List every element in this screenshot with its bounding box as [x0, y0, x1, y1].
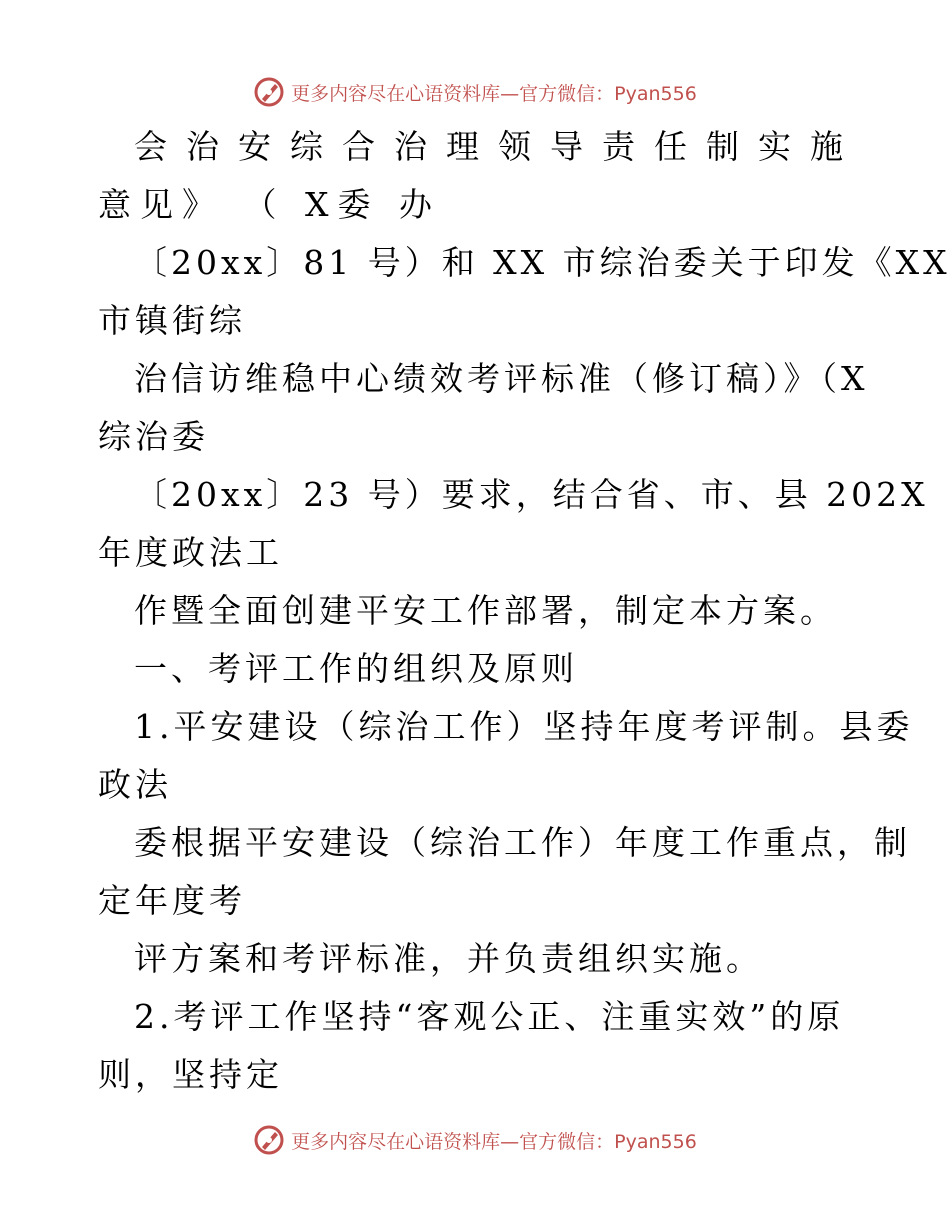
- watermark-footer: [0, 1120, 950, 1160]
- watermark-text: 更多内容尽在心语资料库—官方微信：Pyan556: [291, 82, 697, 105]
- text-line: 2.考评工作坚持“客观公正、注重实效”的原: [134, 997, 845, 1036]
- text-line: 政法: [98, 765, 172, 804]
- pen-logo-icon: [253, 76, 285, 108]
- text-line: 作暨全面创建平安工作部署，制定本方案。: [134, 591, 837, 630]
- watermark-header: [0, 72, 950, 112]
- text-line: 定年度考: [98, 881, 246, 920]
- watermark-text: 更多内容尽在心语资料库—官方微信：Pyan556: [291, 1130, 697, 1153]
- document-body: [98, 118, 951, 1104]
- text-line: 1.平安建设（综治工作）坚持年度考评制。县委: [134, 707, 914, 746]
- text-line: 市镇街综: [98, 301, 246, 340]
- text-line: 则，坚持定: [98, 1055, 283, 1094]
- text-line: 评方案和考评标准，并负责组织实施。: [134, 939, 763, 978]
- text-line: 会治安综合治理领导责任制实施: [134, 127, 862, 166]
- text-line: 年度政法工: [98, 533, 283, 572]
- section-heading: 一、考评工作的组织及原则: [134, 649, 578, 688]
- text-line: 〔20xx〕81 号）和 XX 市综治委关于印发《XX: [134, 243, 951, 282]
- text-line: 委根据平安建设（综治工作）年度工作重点，制: [134, 823, 911, 862]
- text-line: 治信访维稳中心绩效考评标准（修订稿）》（X: [134, 359, 869, 398]
- pen-logo-icon: [253, 1124, 285, 1156]
- text-line: 意见》 （ X委 办: [98, 185, 441, 224]
- text-line: 综治委: [98, 417, 209, 456]
- text-line: 〔20xx〕23 号）要求，结合省、市、县 202X: [134, 475, 929, 514]
